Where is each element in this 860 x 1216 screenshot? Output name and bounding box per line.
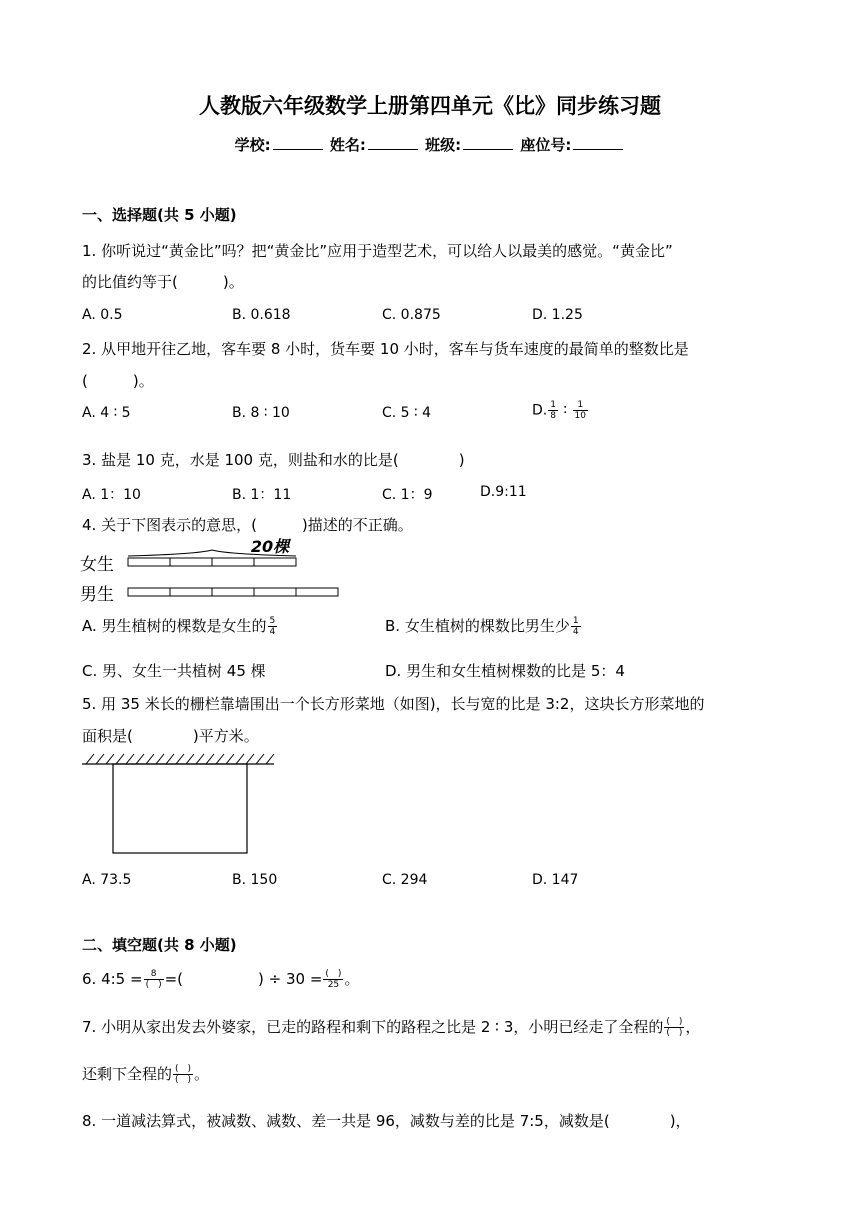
q1-line1: 1. 你听说过“黄金比”吗？把“黄金比”应用于造型艺术，可以给人以最美的感觉。“黄金比” [82, 242, 673, 260]
hatch-line [226, 754, 234, 764]
q2-option-d[interactable]: D. $\frac{1}{8}$ ∶ $\frac{1}{10}$ [532, 400, 586, 421]
boys-bar [128, 588, 338, 596]
q2-option-b[interactable]: B. 8 ∶ 10 [232, 405, 290, 421]
q1-option-c[interactable]: C. 0.875 [382, 307, 441, 323]
figure-girls-label: 女生 [80, 555, 114, 575]
hatch-line [156, 754, 164, 764]
fraction[interactable]: $\frac{( )}{( )}$ [666, 1017, 683, 1038]
q3-option-c[interactable]: C. 1：9 [382, 487, 433, 503]
q4-option-a[interactable]: A. 男生植树的棵数是女生的 $\frac{5}{4}$ [82, 616, 276, 637]
fraction[interactable]: $\frac{8}{( )}$ [145, 969, 162, 990]
q4-option-b[interactable]: B. 女生植树的棵数比男生少 $\frac{1}{4}$ [385, 616, 579, 637]
q5-option-c[interactable]: C. 294 [382, 872, 428, 888]
hatch-line [216, 754, 224, 764]
student-info [0, 134, 860, 155]
school-blank[interactable] [273, 135, 323, 150]
hatch-line [146, 754, 154, 764]
hatch-line [256, 754, 264, 764]
hatch-line [266, 754, 274, 764]
q2-option-d-prefix: D. [532, 402, 548, 419]
hatch-line [116, 754, 124, 764]
q1-option-a[interactable]: A. 0.5 [82, 307, 123, 323]
q1-option-b[interactable]: B. 0.618 [232, 307, 291, 323]
fraction[interactable]: $\frac{( )}{25}$ [325, 969, 342, 990]
hatch-line [96, 754, 104, 764]
fraction: $\frac{1}{10}$ [574, 400, 586, 421]
fraction[interactable]: $\frac{( )}{( )}$ [175, 1064, 192, 1085]
q4-option-c[interactable]: C. 男、女生一共植树 45 棵 [82, 662, 266, 680]
name-blank[interactable] [368, 135, 418, 150]
q2-line2: ( )。 [82, 372, 154, 390]
fraction: $\frac{5}{4}$ [269, 616, 276, 637]
bar-outline [128, 588, 338, 596]
q4-option-d[interactable]: D. 男生和女生植树棵数的比是 5：4 [385, 662, 625, 680]
q2-option-a[interactable]: A. 4 ∶ 5 [82, 405, 131, 421]
q4-line1: 4. 关于下图表示的意思，( )描述的不正确。 [82, 516, 413, 534]
q5-option-a[interactable]: A. 73.5 [82, 872, 132, 888]
seat-label: 座位号: [520, 136, 572, 154]
q3-line1: 3. 盐是 10 克，水是 100 克，则盐和水的比是( ) [82, 451, 465, 469]
tree-planting-figure [78, 534, 348, 606]
q3-option-a[interactable]: A. 1：10 [82, 487, 141, 503]
wall-hatching [86, 754, 274, 764]
section-fill-heading: 二、填空题(共 8 小题) [82, 936, 237, 954]
q7-line2: 还剩下全程的 $\frac{( )}{( )}$ 。 [82, 1064, 210, 1085]
q2-line1: 2. 从甲地开往乙地，客车要 8 小时，货车要 10 小时，客车与货车速度的最简单的整数比是 [82, 340, 689, 358]
figure-boys-label: 男生 [80, 585, 114, 605]
fraction: $\frac{1}{4}$ [572, 616, 579, 637]
q7-line1: 7. 小明从家出发去外婆家，已走的路程和剩下的路程之比是 2 ∶ 3，小明已经走了全程的 $\frac{( )}{( )}$ ， [82, 1017, 701, 1038]
name-label: 姓名: [329, 136, 366, 154]
girls-bar [128, 558, 296, 566]
hatch-line [126, 754, 134, 764]
q1-line2: 的比值约等于( )。 [82, 273, 244, 291]
q1-option-d[interactable]: D. 1.25 [532, 307, 583, 323]
garden-rectangle [113, 764, 247, 853]
section-choice-heading: 一、选择题(共 5 小题) [82, 206, 237, 224]
q2-option-c[interactable]: C. 5 ∶ 4 [382, 405, 432, 421]
q6-line: 6. 4:5 = $\frac{8}{( )}$ =( ) ÷ 30 = $\frac{( )}{25}$ 。 [82, 969, 360, 990]
hatch-line [86, 754, 94, 764]
hatch-line [166, 754, 174, 764]
q8-line1: 8. 一道减法算式，被减数、减数、差一共是 96，减数与差的比是 7:5，减数是( )， [82, 1112, 691, 1130]
q5-option-d[interactable]: D. 147 [532, 872, 579, 888]
q3-option-d[interactable]: D.9:11 [480, 484, 527, 500]
class-blank[interactable] [463, 135, 513, 150]
page-title: 人教版六年级数学上册第四单元《比》同步练习题 [199, 94, 661, 118]
seat-blank[interactable] [573, 135, 623, 150]
q5-option-b[interactable]: B. 150 [232, 872, 278, 888]
school-label: 学校: [234, 136, 271, 154]
hatch-line [176, 754, 184, 764]
hatch-line [246, 754, 254, 764]
q5-line2: 面积是( )平方米。 [82, 727, 259, 745]
hatch-line [106, 754, 114, 764]
hatch-line [236, 754, 244, 764]
hatch-line [136, 754, 144, 764]
hatch-line [186, 754, 194, 764]
q5-line1: 5. 用 35 米长的栅栏靠墙围出一个长方形菜地（如图)，长与宽的比是 3:2，这块长方形菜地的 [82, 695, 705, 713]
hatch-line [206, 754, 214, 764]
fraction: $\frac{1}{8}$ [550, 400, 556, 421]
q3-option-b[interactable]: B. 1：11 [232, 487, 292, 503]
class-label: 班级: [425, 136, 462, 154]
hatch-line [196, 754, 204, 764]
garden-figure [78, 752, 278, 858]
figure-top-label: 20棵 [250, 537, 290, 556]
